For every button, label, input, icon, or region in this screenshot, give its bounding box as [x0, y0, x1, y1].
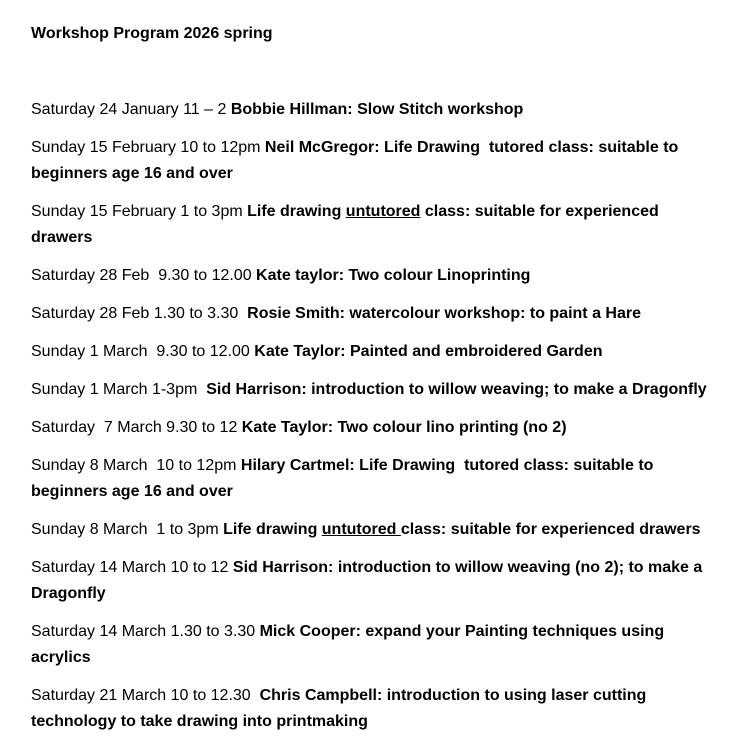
- workshop-title: Rosie Smith: watercolour workshop: to paint a Hare: [247, 305, 641, 322]
- workshop-title-continued: class: suitable for experienced drawers: [31, 203, 664, 246]
- workshop-title: Sid Harrison: introduction to willow weaving; to make a Dragonfly: [206, 381, 707, 398]
- workshop-title: Kate Taylor: Two colour lino printing (no 2): [241, 419, 567, 436]
- workshop-date-time: Saturday 24 January 11 – 2: [31, 101, 231, 118]
- workshop-entry: [31, 683, 721, 735]
- workshop-date-time: Saturday 7 March 9.30 to 12: [31, 419, 242, 436]
- workshop-entry: [31, 619, 721, 671]
- workshop-title-underlined: untutored: [321, 521, 401, 538]
- workshop-date-time: Saturday 28 Feb 1.30 to 3.30: [31, 305, 248, 322]
- workshop-date-time: Sunday 1 March 9.30 to 12.00: [31, 343, 255, 360]
- workshop-date-time: Saturday 28 Feb 9.30 to 12.00: [31, 267, 257, 284]
- workshop-entry: [31, 377, 721, 403]
- document-page: [31, 22, 721, 747]
- workshop-date-time: Sunday 15 February 1 to 3pm: [31, 203, 248, 220]
- workshop-title-underlined: untutored: [345, 203, 421, 220]
- workshop-entry: [31, 517, 721, 543]
- workshop-title: Mick Cooper: expand your Painting techniques using acrylics: [31, 623, 669, 666]
- workshop-title: Kate taylor: Two colour Linoprinting: [256, 267, 531, 284]
- workshop-date-time: Sunday 15 February 10 to 12pm: [31, 139, 265, 156]
- workshop-title: Neil McGregor: Life Drawing tutored class: suitable to beginners age 16 and over: [31, 139, 683, 182]
- workshop-entry: [31, 453, 721, 505]
- workshop-date-time: Saturday 14 March 1.30 to 3.30: [31, 623, 260, 640]
- workshop-list: [31, 97, 721, 735]
- workshop-title: Chris Campbell: introduction to using laser cutting technology to take drawing into printmaking: [31, 687, 651, 730]
- workshop-entry: [31, 199, 721, 251]
- workshop-title: Bobbie Hillman: Slow Stitch workshop: [230, 101, 524, 118]
- workshop-entry: [31, 339, 721, 365]
- workshop-entry: [31, 97, 721, 123]
- workshop-date-time: Saturday 14 March 10 to 12: [31, 559, 233, 576]
- workshop-title: Life drawing: [247, 203, 346, 220]
- workshop-title: Hilary Cartmel: Life Drawing tutored class: suitable to beginners age 16 and over: [31, 457, 658, 500]
- workshop-entry: [31, 301, 721, 327]
- workshop-entry: [31, 135, 721, 187]
- workshop-date-time: Sunday 1 March 1-3pm: [31, 381, 207, 398]
- workshop-title: Sid Harrison: introduction to willow weaving (no 2); to make a Dragonfly: [31, 559, 707, 602]
- workshop-title: Life drawing: [223, 521, 322, 538]
- workshop-title: Kate Taylor: Painted and embroidered Garden: [254, 343, 603, 360]
- workshop-date-time: Sunday 8 March 10 to 12pm: [31, 457, 241, 474]
- workshop-date-time: Sunday 8 March 1 to 3pm: [31, 521, 224, 538]
- workshop-entry: [31, 415, 721, 441]
- workshop-entry: [31, 263, 721, 289]
- document-title: Workshop Program 2026 spring: [31, 25, 273, 42]
- workshop-title-continued: class: suitable for experienced drawers: [400, 521, 701, 538]
- workshop-entry: [31, 555, 721, 607]
- workshop-date-time: Saturday 21 March 10 to 12.30: [31, 687, 260, 704]
